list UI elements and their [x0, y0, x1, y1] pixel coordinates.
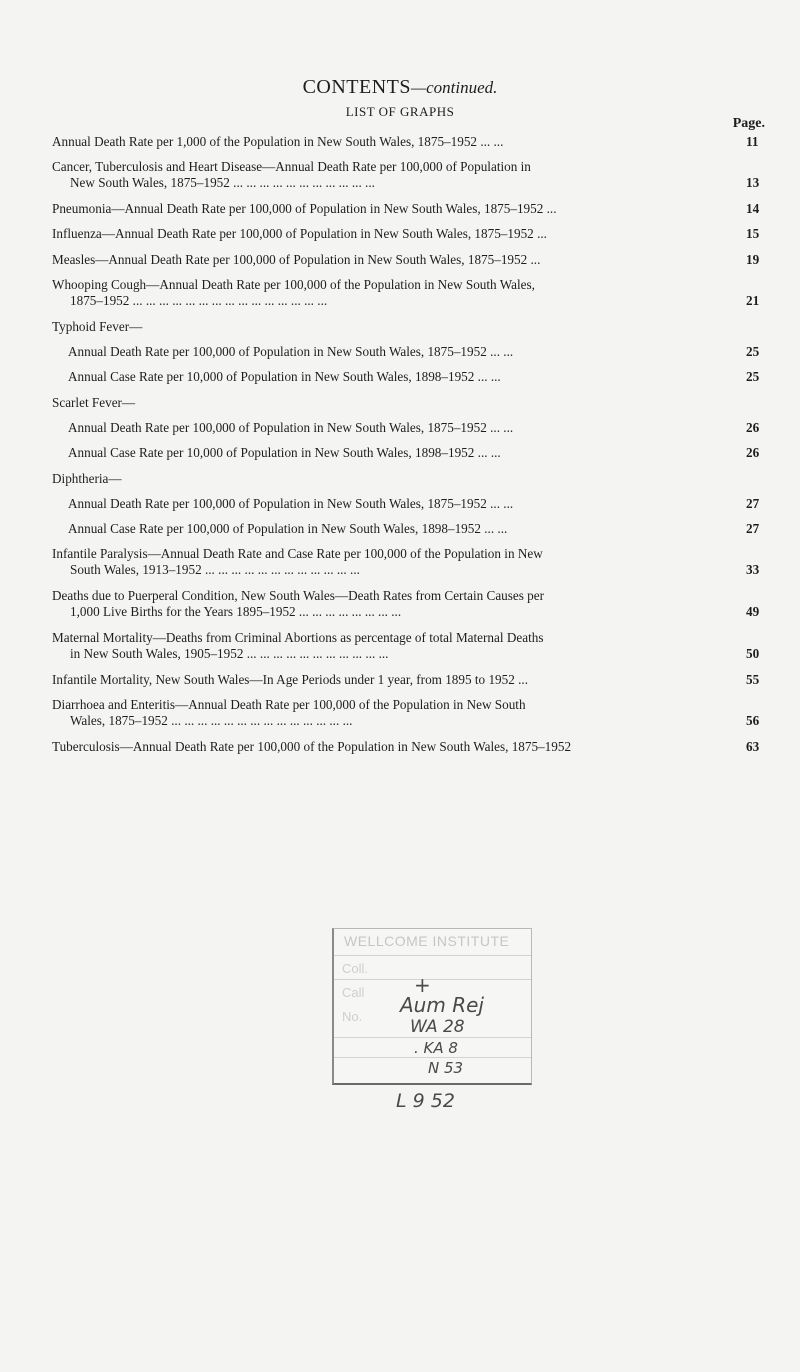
- stamp-handwriting-3: WA 28: [410, 1017, 465, 1037]
- entry-text: in New South Wales, 1905–1952 ... ... ... ... ... ... ... ... ... ... ...: [70, 646, 389, 661]
- entry-page-number: 26: [746, 445, 760, 460]
- entry-text: 1875–1952 ... ... ... ... ... ... ... ... ... ... ... ... ... ... ...: [70, 293, 328, 308]
- entry-text: Wales, 1875–1952 ... ... ... ... ... ... ... ... ... ... ... ... ... ...: [70, 713, 353, 728]
- stamp-label-no: No.: [342, 1009, 363, 1024]
- list-item: [68, 496, 768, 512]
- list-item: [52, 672, 768, 688]
- entry-text: 1,000 Live Births for the Years 1895–1952 ... ... ... ... ... ... ... ...: [70, 604, 402, 619]
- entry-page-number: 15: [746, 226, 760, 241]
- entry-page-number: 13: [746, 175, 760, 190]
- entry-text: Whooping Cough—Annual Death Rate per 100,000 of the Population in New South Wales,: [52, 277, 535, 292]
- stamp-handwriting-5: N 53: [428, 1059, 464, 1077]
- entry-page-number: 26: [746, 420, 760, 435]
- entry-text: Infantile Mortality, New South Wales—In Age Periods under 1 year, from 1895 to 1952 ...: [52, 672, 529, 687]
- list-subtitle: LIST OF GRAPHS: [345, 104, 455, 119]
- page-title: [0, 76, 800, 99]
- entry-text: Tuberculosis—Annual Death Rate per 100,000 of the Population in New South Wales, 1875–1952: [52, 739, 572, 754]
- list-item: [52, 252, 768, 268]
- list-item: [68, 344, 768, 360]
- entry-page-number: 11: [746, 134, 759, 149]
- list-item: [52, 226, 768, 242]
- entry-page-number: 25: [746, 344, 760, 359]
- stamp-title: WELLCOME INSTITUTE: [344, 933, 510, 949]
- title-continued: —continued.: [411, 78, 498, 97]
- entry-text: Infantile Paralysis—Annual Death Rate and Case Rate per 100,000 of the Population in New: [52, 546, 543, 561]
- list-item: [52, 697, 768, 729]
- handwritten-shelfmark: L 9 52: [396, 1090, 455, 1112]
- section-heading: Diphtheria—: [52, 471, 122, 486]
- entry-text: Annual Case Rate per 10,000 of Population in New South Wales, 1898–1952 ... ...: [68, 445, 501, 460]
- list-item: [52, 201, 768, 217]
- section-heading: Scarlet Fever—: [52, 395, 136, 410]
- entry-text: Annual Death Rate per 1,000 of the Population in New South Wales, 1875–1952 ... ...: [52, 134, 504, 149]
- entry-text: Deaths due to Puerperal Condition, New South Wales—Death Rates from Certain Causes per: [52, 588, 545, 603]
- entry-page-number: 14: [746, 201, 760, 216]
- list-item: [68, 420, 768, 436]
- stamp-label-call: Call: [342, 985, 365, 1000]
- stamp-handwriting-2: Aum Rej: [400, 993, 484, 1017]
- entry-text: Annual Case Rate per 100,000 of Population in New South Wales, 1898–1952 ... ...: [68, 521, 508, 536]
- stamp-handwriting-1: +: [414, 973, 431, 997]
- entry-text: Annual Death Rate per 100,000 of Population in New South Wales, 1875–1952 ... ...: [68, 420, 514, 435]
- list-item: [68, 369, 768, 385]
- list-item: [68, 521, 768, 537]
- list-item: [52, 630, 768, 662]
- section-heading: Typhoid Fever—: [52, 319, 143, 334]
- list-item: [52, 546, 768, 578]
- entry-page-number: 19: [746, 252, 760, 267]
- stamp-label-coll: Coll.: [342, 961, 369, 976]
- entry-text: Annual Death Rate per 100,000 of Population in New South Wales, 1875–1952 ... ...: [68, 344, 514, 359]
- entry-page-number: 27: [746, 496, 760, 511]
- entry-text: Pneumonia—Annual Death Rate per 100,000 of Population in New South Wales, 1875–1952 ...: [52, 201, 557, 216]
- entry-page-number: 27: [746, 521, 760, 536]
- list-item: [52, 277, 768, 309]
- library-stamp: [332, 928, 532, 1085]
- list-item: [52, 739, 768, 755]
- entry-page-number: 21: [746, 293, 760, 308]
- entry-page-number: 33: [746, 562, 760, 577]
- entry-text: Measles—Annual Death Rate per 100,000 of Population in New South Wales, 1875–1952 ...: [52, 252, 541, 267]
- entry-page-number: 25: [746, 369, 760, 384]
- list-item: [52, 588, 768, 620]
- entry-page-number: 55: [746, 672, 760, 687]
- entry-text: Annual Case Rate per 10,000 of Population in New South Wales, 1898–1952 ... ...: [68, 369, 501, 384]
- list-item: [52, 134, 768, 150]
- entry-page-number: 49: [746, 604, 760, 619]
- list-item: [52, 159, 768, 191]
- list-item: [68, 445, 768, 461]
- page-column-label: Page.: [732, 116, 765, 131]
- entry-text: New South Wales, 1875–1952 ... ... ... ... ... ... ... ... ... ... ...: [70, 175, 375, 190]
- entry-text: Maternal Mortality—Deaths from Criminal Abortions as percentage of total Maternal Deaths: [52, 630, 544, 645]
- entry-text: South Wales, 1913–1952 ... ... ... ... ... ... ... ... ... ... ... ...: [70, 562, 360, 577]
- entry-page-number: 56: [746, 713, 760, 728]
- stamp-handwriting-4: . KA 8: [414, 1039, 458, 1057]
- entry-text: Diarrhoea and Enteritis—Annual Death Rate per 100,000 of the Population in New South: [52, 697, 526, 712]
- entry-page-number: 63: [746, 739, 760, 754]
- entry-text: Influenza—Annual Death Rate per 100,000 of Population in New South Wales, 1875–1952 ...: [52, 226, 547, 241]
- entry-text: Annual Death Rate per 100,000 of Population in New South Wales, 1875–1952 ... ...: [68, 496, 514, 511]
- entry-page-number: 50: [746, 646, 760, 661]
- title-text: CONTENTS: [302, 76, 412, 98]
- entry-text: Cancer, Tuberculosis and Heart Disease—Annual Death Rate per 100,000 of Population in: [52, 159, 531, 174]
